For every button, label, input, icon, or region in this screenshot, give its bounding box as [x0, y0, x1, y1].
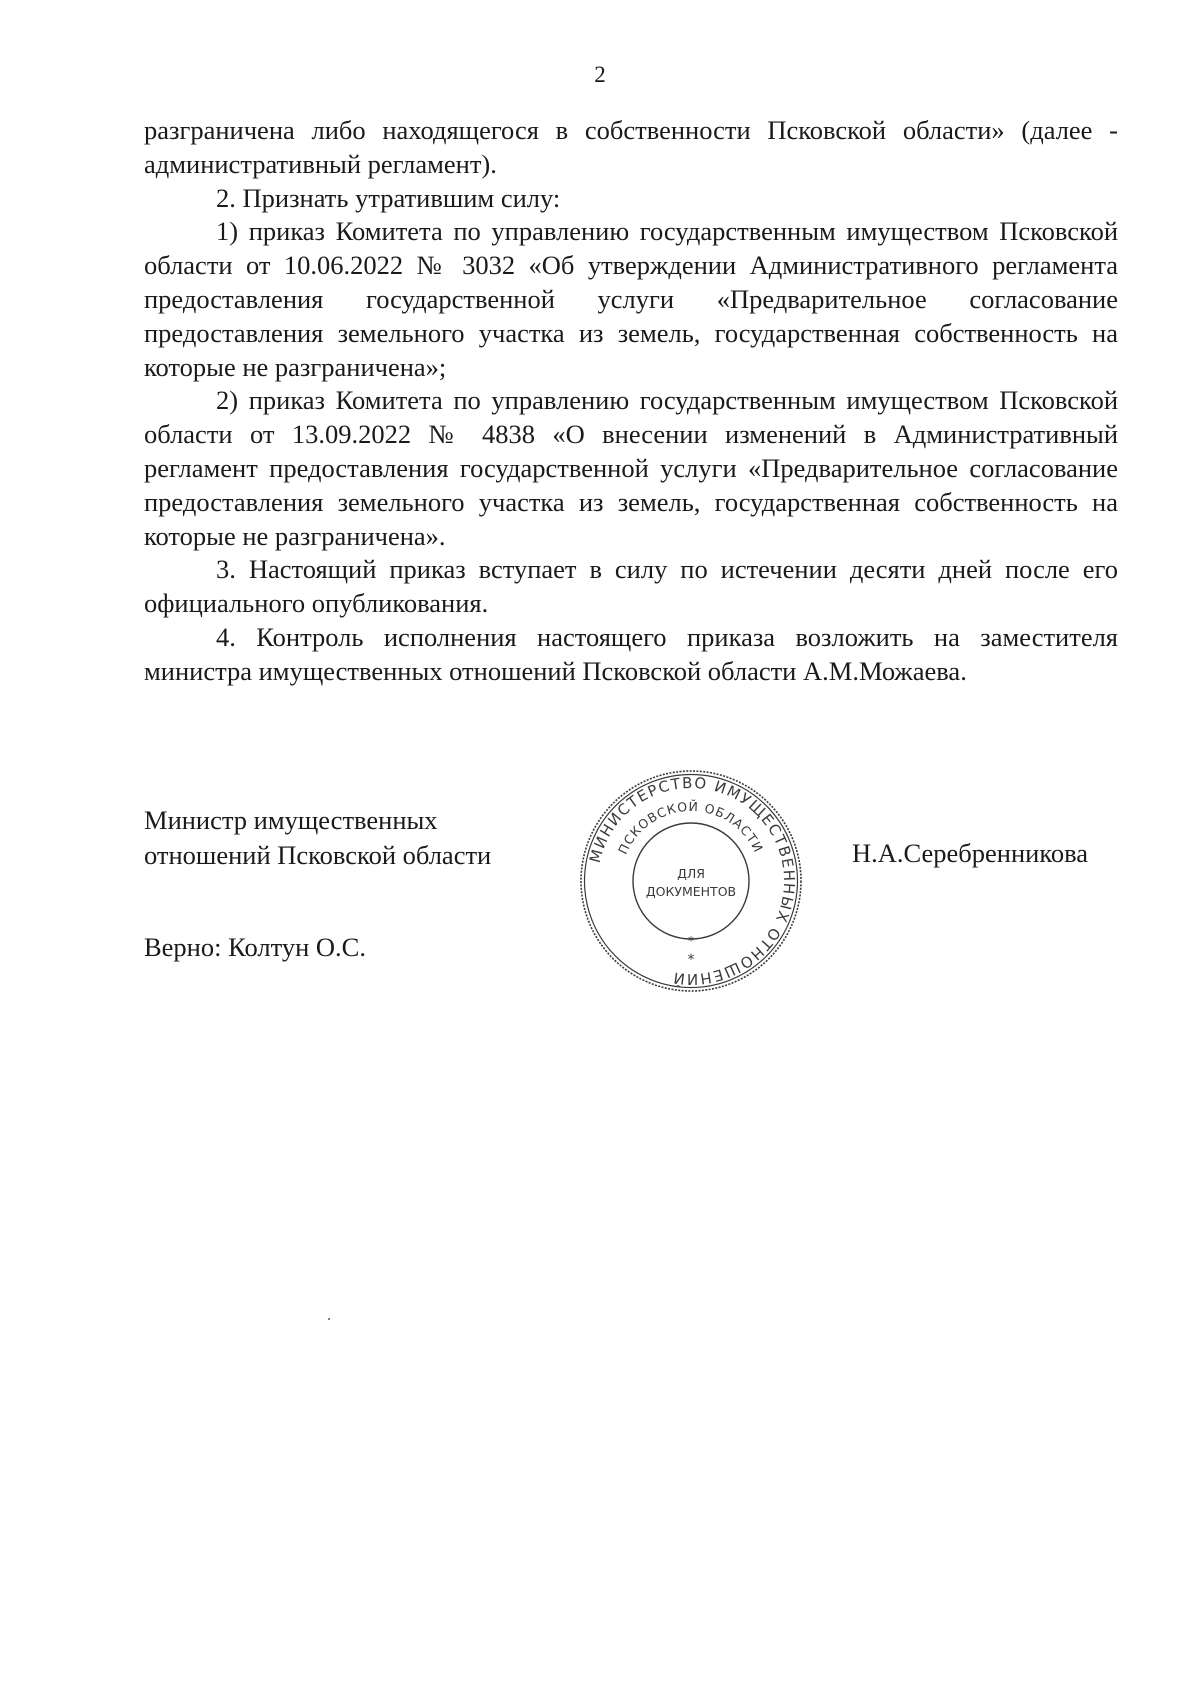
- paragraph-item-4: 4. Контроль исполнения настоящего приказа возложить на заместителя министра имущественных отношений Псковской области А.М.Можаева.: [144, 621, 1118, 686]
- stamp-inner-text: ПСКОВСКОЙ ОБЛАСТИ: [614, 798, 767, 857]
- stamp-center-line-2: ДОКУМЕНТОВ: [645, 884, 737, 899]
- paragraph-subitem-2: 2) приказ Комитета по управлению государственным имуществом Псковской области от 13.09.2022 № 4838 «О внесении изменений в Административный регламент предоставления государственной услуги «Предварительное согласование предоставления земельного участка из земель, государственная собственность на которые не разграничена».: [144, 385, 1118, 551]
- signer-name: Н.А.Серебренникова: [852, 838, 1089, 868]
- signer-position-line-1: Министр имущественных: [144, 805, 438, 835]
- stamp-center-line-1: ДЛЯ: [677, 866, 705, 881]
- paragraph-item-2: 2. Признать утратившим силу:: [216, 182, 561, 213]
- document-body: [144, 114, 1118, 689]
- stamp-star-inner-icon: *: [688, 934, 694, 948]
- page-number: 2: [594, 62, 606, 87]
- paragraph-subitem-1: 1) приказ Комитета по управлению государственным имуществом Псковской области от 10.06.2022 № 3032 «Об утверждении Административного регламента предоставления государственной услуги «Предварительное согласование предоставления земельного участка из земель, государственная собственность на которые не разграничена»;: [144, 216, 1118, 382]
- paragraph-item-3: 3. Настоящий приказ вступает в силу по истечении десяти дней после его официального опубликования.: [144, 554, 1118, 619]
- signer-position-line-2: отношений Псковской области: [144, 840, 492, 870]
- stamp-star-icon: *: [687, 952, 695, 968]
- scan-speck: [328, 1318, 330, 1320]
- official-stamp-icon: [578, 768, 804, 994]
- certified-copy-note: Верно: Колтун О.С.: [144, 932, 366, 962]
- signer-position: [144, 803, 491, 873]
- paragraph-continuation: разграничена либо находящегося в собственности Псковской области» (далее - административный регламент).: [144, 115, 1118, 179]
- stamp-outer-text: МИНИСТЕРСТВО ИМУЩЕСТВЕННЫХ ОТНОШЕНИЙ: [585, 773, 799, 989]
